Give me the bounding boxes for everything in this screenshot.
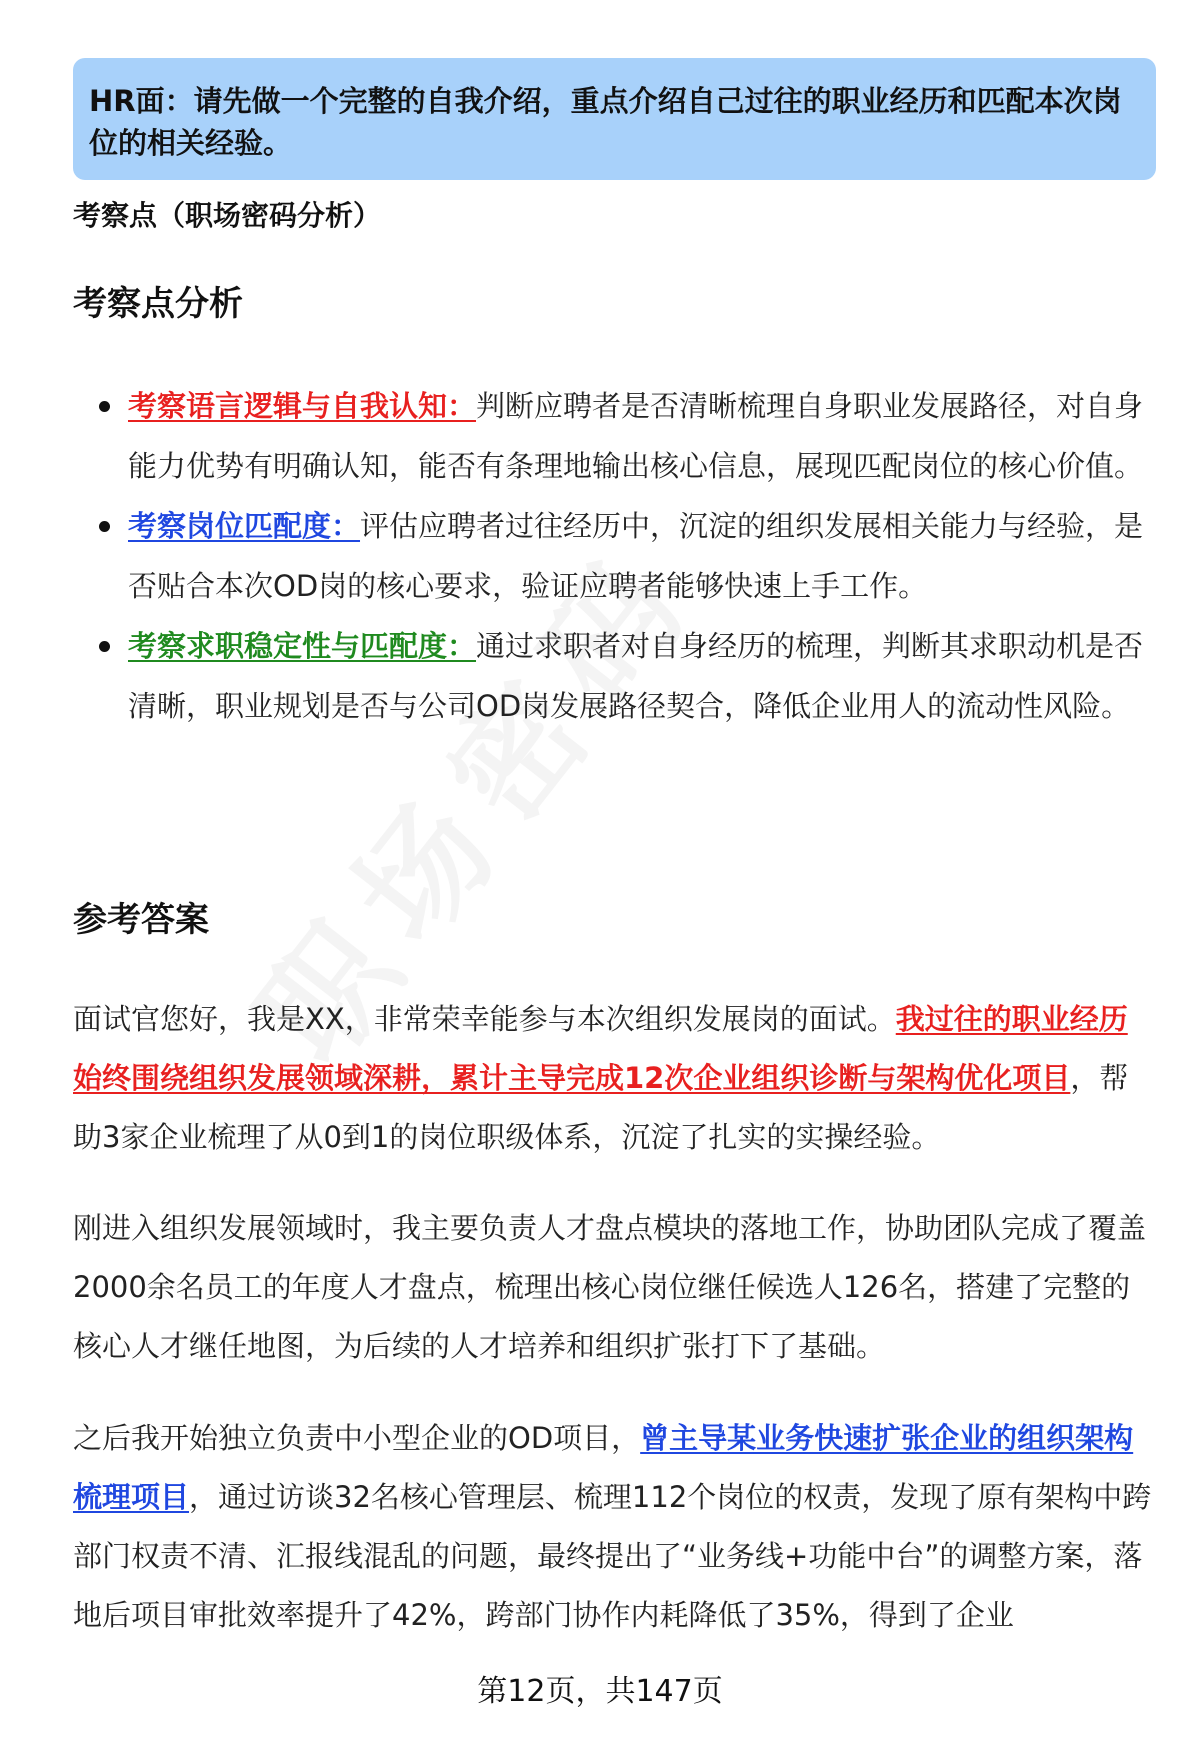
section-subtitle: 考察点（职场密码分析）: [73, 199, 382, 232]
answer-paragraph-2: 刚进入组织发展领域时，我主要负责人才盘点模块的落地工作，协助团队完成了覆盖2000余名员工的年度人才盘点，梳理出核心岗位继任候选人126名，搭建了完整的核心人才继任地图，为后续的人才培养和组织扩张打下了基础。: [73, 1211, 1147, 1363]
keyword-language-logic: 考察语言逻辑与自我认知：: [128, 389, 477, 423]
bullet-dot-icon: [99, 521, 110, 532]
analysis-list: [73, 376, 1156, 736]
list-item: [73, 496, 1156, 616]
page-number: 第12页，共147页: [477, 1674, 723, 1709]
highlight-text: 我过往的职业经历始终围绕组织发展领域深耕，累计主导完成12次企业组织诊断与架构优化项目: [73, 1002, 1128, 1095]
keyword-job-match: 考察岗位匹配度：: [128, 509, 361, 543]
paragraph-text: 面试官您好，我是XX，非常荣幸能参与本次组织发展岗的面试。: [73, 1002, 896, 1036]
analysis-heading: 考察点分析: [73, 284, 243, 324]
answer-heading: 参考答案: [73, 900, 209, 940]
list-item: [73, 376, 1156, 496]
bullet-dot-icon: [99, 641, 110, 652]
question-text: HR面：请先做一个完整的自我介绍，重点介绍自己过往的职业经历和匹配本次岗位的相关经验。: [89, 84, 1122, 160]
answer-paragraph-1: [73, 990, 1156, 1167]
paragraph-text: ，帮助3家企业梳理了从0到1的岗位职级体系，沉淀了扎实的实操经验。: [73, 1061, 1129, 1154]
keyword-stability: 考察求职稳定性与匹配度：: [128, 629, 477, 663]
bullet-dot-icon: [99, 401, 110, 412]
point-text: 判断应聘者是否清晰梳理自身职业发展路径，对自身能力优势有明确认知，能否有条理地输出核心信息，展现匹配岗位的核心价值。: [128, 389, 1144, 483]
paragraph-text: 之后我开始独立负责中小型企业的OD项目，: [73, 1421, 641, 1455]
question-box: [73, 58, 1156, 180]
answer-paragraph-3: [73, 1409, 1156, 1645]
point-text: 评估应聘者过往经历中，沉淀的组织发展相关能力与经验，是否贴合本次OD岗的核心要求，验证应聘者能够快速上手工作。: [128, 509, 1144, 603]
paragraph-text: ，通过访谈32名核心管理层、梳理112个岗位的权责，发现了原有架构中跨部门权责不清、汇报线混乱的问题，最终提出了“业务线+功能中台”的调整方案，落地后项目审批效率提升了42%，跨部门协作内耗降低了35%，得到了企业: [73, 1480, 1152, 1632]
point-text: 通过求职者对自身经历的梳理，判断其求职动机是否清晰，职业规划是否与公司OD岗发展路径契合，降低企业用人的流动性风险。: [128, 629, 1144, 723]
highlight-text: 曾主导某业务快速扩张企业的组织架构梳理项目: [73, 1421, 1134, 1514]
list-item: [73, 616, 1156, 736]
